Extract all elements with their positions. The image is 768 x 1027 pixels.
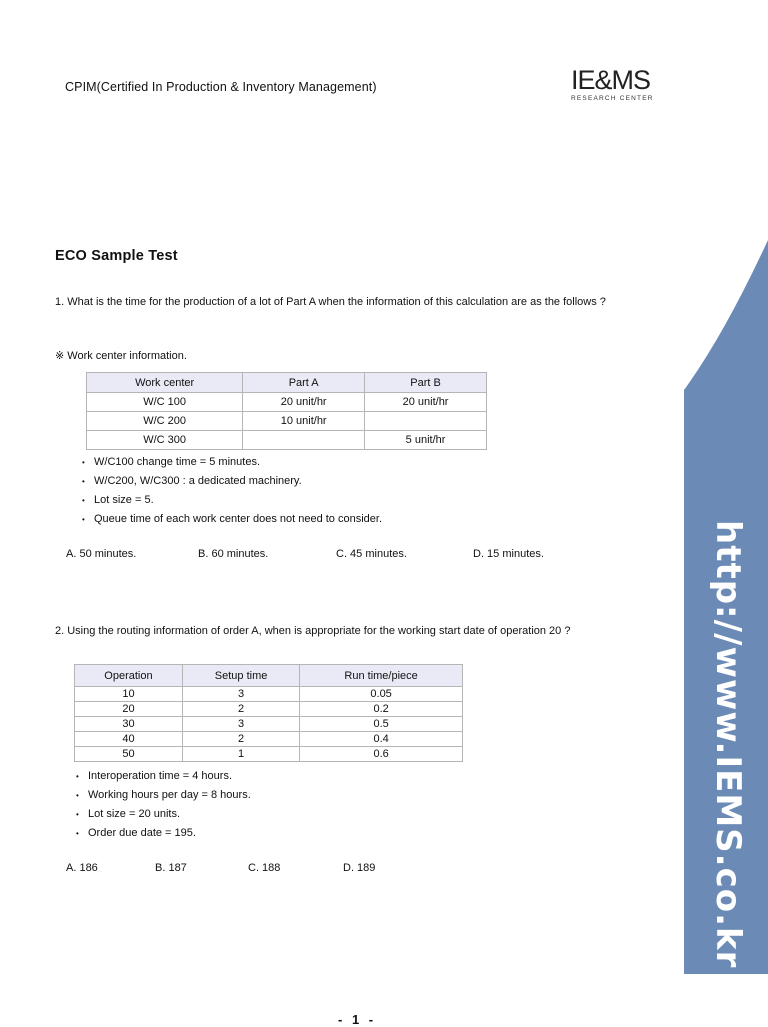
column-header: Operation [75, 665, 183, 687]
question-1-answers [0, 548, 768, 564]
table-cell: 10 unit/hr [243, 412, 365, 431]
table-cell: 20 unit/hr [243, 393, 365, 412]
table-header-row [87, 373, 487, 393]
table-row [75, 717, 463, 732]
table-row [75, 702, 463, 717]
question-2-answers [0, 862, 768, 878]
column-header: Part B [365, 373, 487, 393]
table-cell: W/C 100 [87, 393, 243, 412]
list-item: • Working hours per day = 8 hours. [74, 786, 251, 805]
page-number: - 1 - [338, 1012, 377, 1027]
column-header: Part A [243, 373, 365, 393]
question-2-text: 2. Using the routing information of order A, when is appropriate for the working start date of operation 20 ? [55, 625, 571, 637]
table-cell [243, 431, 365, 450]
table-row [75, 687, 463, 702]
list-item: • Lot size = 20 units. [74, 805, 251, 824]
answer-option-c: C. 188 [248, 862, 281, 874]
list-item: • Lot size = 5. [80, 491, 382, 510]
list-item: • W/C100 change time = 5 minutes. [80, 453, 382, 472]
logo-subtext: RESEARCH CENTER [571, 95, 654, 102]
answer-option-a: A. 186 [66, 862, 98, 874]
section-title: ECO Sample Test [55, 248, 178, 264]
table-row [75, 732, 463, 747]
answer-option-b: B. 187 [155, 862, 187, 874]
answer-option-d: D. 15 minutes. [473, 548, 544, 560]
table-cell: 2 [182, 732, 299, 747]
column-header: Run time/piece [300, 665, 463, 687]
table-cell: 20 [75, 702, 183, 717]
table-cell: W/C 300 [87, 431, 243, 450]
work-center-note: ※ Work center information. [55, 350, 187, 362]
answer-option-d: D. 189 [343, 862, 376, 874]
document-header-title: CPIM(Certified In Production & Inventory Management) [65, 80, 377, 94]
table-cell: 0.5 [300, 717, 463, 732]
table-cell: 40 [75, 732, 183, 747]
iems-logo [571, 66, 661, 102]
table-header-row [75, 665, 463, 687]
table-cell: 10 [75, 687, 183, 702]
question-1-text: 1. What is the time for the production of a lot of Part A when the information of this calculation are as the follows ? [55, 296, 606, 308]
table-cell: 50 [75, 747, 183, 762]
column-header: Setup time [182, 665, 299, 687]
question-2-conditions [74, 767, 251, 843]
question-1-conditions [80, 453, 382, 529]
answer-option-a: A. 50 minutes. [66, 548, 137, 560]
list-item: • Interoperation time = 4 hours. [74, 767, 251, 786]
list-item: • W/C200, W/C300 : a dedicated machinery. [80, 472, 382, 491]
table-cell: 1 [182, 747, 299, 762]
table-cell: 5 unit/hr [365, 431, 487, 450]
table-row [75, 747, 463, 762]
list-item: • Queue time of each work center does not need to consider. [80, 510, 382, 529]
table-cell: 3 [182, 687, 299, 702]
table-row [87, 393, 487, 412]
table-cell: 0.05 [300, 687, 463, 702]
work-center-table [86, 372, 487, 450]
answer-option-b: B. 60 minutes. [198, 548, 269, 560]
table-cell: 3 [182, 717, 299, 732]
table-cell: 0.2 [300, 702, 463, 717]
table-cell: W/C 200 [87, 412, 243, 431]
logo-text: IE&MS [571, 65, 651, 95]
answer-option-c: C. 45 minutes. [336, 548, 407, 560]
side-url-text: http://www.IEMS.co.kr [708, 520, 748, 969]
table-cell: 30 [75, 717, 183, 732]
column-header: Work center [87, 373, 243, 393]
table-cell: 0.6 [300, 747, 463, 762]
routing-table [74, 664, 463, 762]
table-cell: 2 [182, 702, 299, 717]
list-item: • Order due date = 195. [74, 824, 251, 843]
table-row [87, 431, 487, 450]
table-cell: 0.4 [300, 732, 463, 747]
table-cell: 20 unit/hr [365, 393, 487, 412]
table-cell [365, 412, 487, 431]
table-row [87, 412, 487, 431]
